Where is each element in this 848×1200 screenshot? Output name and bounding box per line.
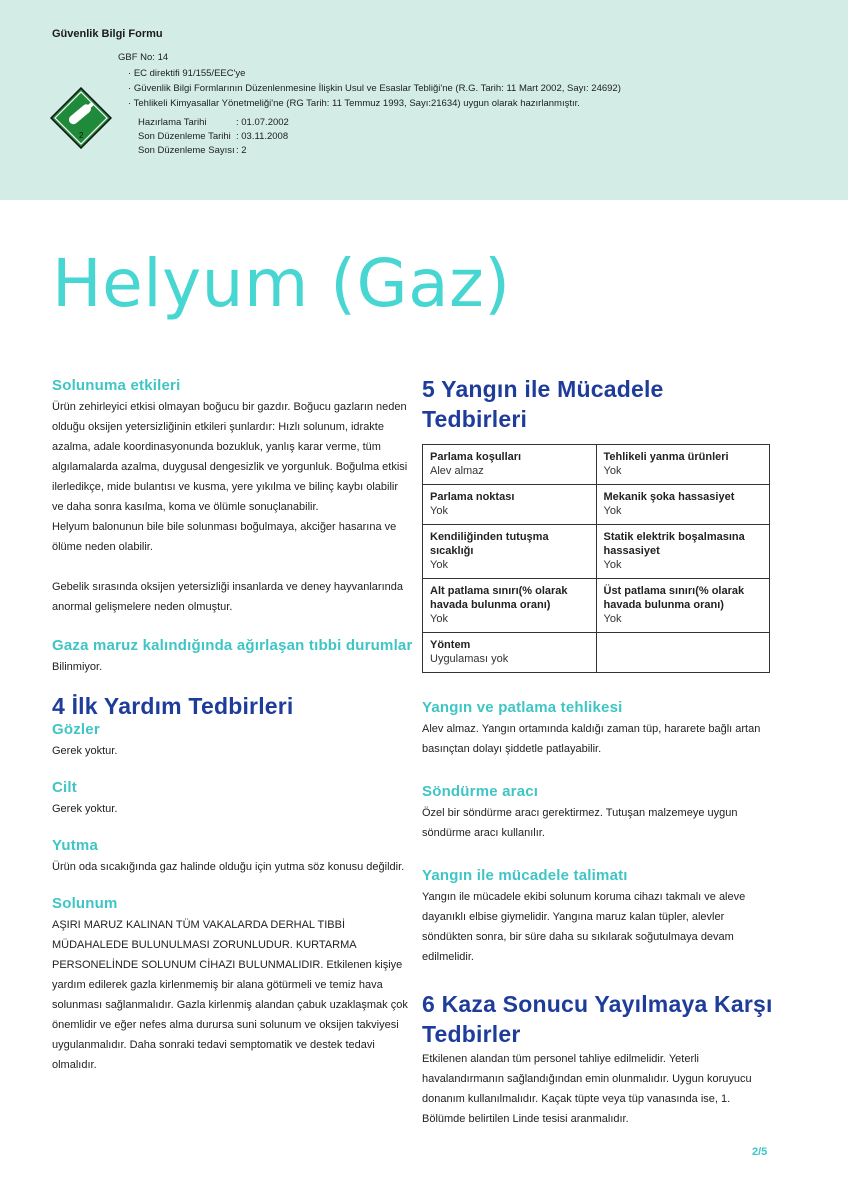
- paragraph: Etkilenen alandan tüm personel tahliye edilmelidir. Yeterli havalandırmanın sağlandığından emin olunmalıdır. Uygun koruyucu donanım kullanılmalıdır. Kaçak tüpte veya tüp vanasında ise, 1. Bölümde belirtilen Linde tesisi aranmalıdır.: [422, 1053, 752, 1125]
- table-cell: [423, 485, 597, 525]
- section-subheading: Solunum: [52, 895, 118, 912]
- paragraph: Ürün oda sıcakığında gaz halinde olduğu için yutma söz konusu değildir.: [52, 861, 405, 873]
- date-value: : 01.07.2002: [236, 117, 289, 128]
- paragraph: Özel bir söndürme aracı gerektirmez. Tutuşan malzemeye uygun söndürme aracı kullanılır.: [422, 807, 738, 839]
- header-band: [0, 0, 848, 200]
- regulation-list: [128, 66, 621, 111]
- hazard-class-number: 2: [79, 131, 84, 140]
- table-cell: [423, 633, 597, 673]
- gas-cylinder-diamond-icon: [50, 87, 112, 149]
- table-row: [423, 485, 770, 525]
- paragraph: Helyum balonunun bile bile solunması boğulmaya, akciğer hasarına ve ölüme neden olabilir.: [52, 521, 397, 553]
- table-cell: [423, 579, 597, 633]
- table-row: [423, 633, 770, 673]
- section-subheading: Gaza maruz kalındığında ağırlaşan tıbbi durumlar: [52, 637, 413, 654]
- cell-label: Mekanik şoka hassasiyet: [603, 491, 735, 503]
- section-subheading: Gözler: [52, 721, 100, 738]
- section-subheading: Yutma: [52, 837, 99, 854]
- section-subheading: Yangın ile mücadele talimatı: [422, 867, 628, 884]
- paragraph: Ürün zehirleyici etkisi olmayan boğucu bir gazdır. Boğucu gazların neden olduğu oksijen yetersizliğinin etkileri şunlardır: Hızlı solunum, idrakte azalma, adale koordinasyonunda bozukluk, yanlış karar verme, tüm algılamalarda azalma, duygusal dengesizlik ve yorgunluk. Boğulma etkisi ilerledikçe, mide bulantısı ve kusma, yere yıkılma ve bilinç kaybı olabilir ve daha sonra kasılma, koma ve ölümle sonuçlanabilir.: [52, 401, 408, 513]
- date-row: [138, 130, 289, 144]
- table-cell: [596, 445, 770, 485]
- regulation-item: · Tehlikeli Kimyasallar Yönetmeliği'ne (RG Tarih: 11 Temmuz 1993, Sayı:21634) uygun olarak hazırlanmıştır.: [128, 96, 621, 111]
- cell-label: Üst patlama sınırı(% olarak havada bulunma oranı): [603, 585, 745, 611]
- cell-label: Parlama noktası: [430, 491, 515, 503]
- table-row: [423, 525, 770, 579]
- paragraph: AŞIRI MARUZ KALINAN TÜM VAKALARDA DERHAL TIBBİ MÜDAHALEDE BULUNULMASI ZORUNLUDUR. KURTARMA PERSONELİNDE SOLUNUM CİHAZI BULUNMALIDIR. Etkilenen kişiye yardım edilerek gazla kirlenmemiş bir alana götürmeli ve temiz hava solunması sağlanmalıdır. Gazla kirlenmiş alandan çabuk uzaklaşmak çok önemlidir ve eğer nefes alma durursa suni solunum ve oksijen takviyesi uygulanmalıdır. Daha sonraki tedavi semptomatik ve destek tedavi olmalıdır.: [52, 919, 408, 1071]
- paragraph: Gerek yoktur.: [52, 745, 118, 757]
- paragraph: Gerek yoktur.: [52, 803, 118, 815]
- table-cell: [596, 525, 770, 579]
- revision-dates: [138, 116, 289, 158]
- table-row: [423, 579, 770, 633]
- section-subheading: Solunuma etkileri: [52, 377, 181, 394]
- cell-value: Yok: [603, 613, 622, 625]
- cell-value: Yok: [603, 505, 622, 517]
- section-subheading: Yangın ve patlama tehlikesi: [422, 699, 623, 716]
- cell-label: Parlama koşulları: [430, 451, 522, 463]
- date-value: : 03.11.2008: [236, 131, 289, 142]
- section-subheading: Cilt: [52, 779, 77, 796]
- paragraph: Alev almaz. Yangın ortamında kaldığı zaman tüp, hararete bağlı artan basınçtan dolayı şiddetle patlayabilir.: [422, 723, 761, 755]
- cell-label: Yöntem: [430, 639, 471, 651]
- paragraph: Gebelik sırasında oksijen yetersizliği insanlarda ve deney hayvanlarında anormal gelişmelere neden olmuştur.: [52, 581, 403, 613]
- section-subheading: Söndürme aracı: [422, 783, 539, 800]
- cell-value: Yok: [430, 505, 448, 517]
- section-heading: 6 Kaza Sonucu Yayılmaya Karşı Tedbirler: [422, 991, 773, 1047]
- date-label: Son Düzenleme Tarihi: [138, 131, 231, 142]
- gbf-number: GBF No: 14: [118, 52, 169, 63]
- regulation-item: · Güvenlik Bilgi Formlarının Düzenlenmesine İlişkin Usul ve Esaslar Tebliği'ne (R.G. Tarih: 11 Mart 2002, Sayı: 24692): [128, 81, 621, 96]
- cell-value: Uygulaması yok: [430, 653, 509, 665]
- paragraph: Bilinmiyor.: [52, 661, 103, 673]
- table-cell: [423, 525, 597, 579]
- section-heading: 5 Yangın ile Mücadele Tedbirleri: [422, 376, 664, 432]
- cell-label: Kendiliğinden tutuşma sıcaklığı: [430, 531, 549, 557]
- table-cell: [596, 633, 770, 673]
- date-label: Hazırlama Tarihi: [138, 117, 207, 128]
- form-title: Güvenlik Bilgi Formu: [52, 28, 163, 40]
- date-label: Son Düzenleme Sayısı: [138, 145, 235, 156]
- paragraph: Yangın ile mücadele ekibi solunum koruma cihazı takmalı ve aleve dayanıklı elbise giymelidir. Yangına maruz kalan tüpler, alevler söndükten sonra, bir süre daha su sıkılarak soğutulmaya devam edilmelidir.: [422, 891, 746, 963]
- date-row: [138, 144, 289, 158]
- table-cell: [423, 445, 597, 485]
- date-value: : 2: [236, 145, 247, 156]
- section-heading: 4 İlk Yardım Tedbirleri: [52, 693, 294, 719]
- cell-value: Yok: [430, 559, 448, 571]
- cell-value: Yok: [603, 559, 622, 571]
- cell-label: Alt patlama sınırı(% olarak havada bulunma oranı): [430, 585, 568, 611]
- right-column: [422, 374, 774, 1129]
- cell-value: Yok: [603, 465, 622, 477]
- page-number: 2/5: [752, 1146, 768, 1158]
- left-column: [52, 377, 413, 1075]
- table-cell: [596, 579, 770, 633]
- cell-label: Tehlikeli yanma ürünleri: [603, 451, 729, 463]
- page-title: Helyum (Gaz): [52, 245, 511, 322]
- table-row: [423, 445, 770, 485]
- fire-properties-table: [422, 444, 770, 673]
- date-row: [138, 116, 289, 130]
- cell-label: Statik elektrik boşalmasına hassasiyet: [603, 531, 745, 557]
- table-cell: [596, 485, 770, 525]
- regulation-item: · EC direktifi 91/155/EEC'ye: [128, 66, 621, 81]
- cell-value: Alev almaz: [430, 465, 484, 477]
- cell-value: Yok: [430, 613, 448, 625]
